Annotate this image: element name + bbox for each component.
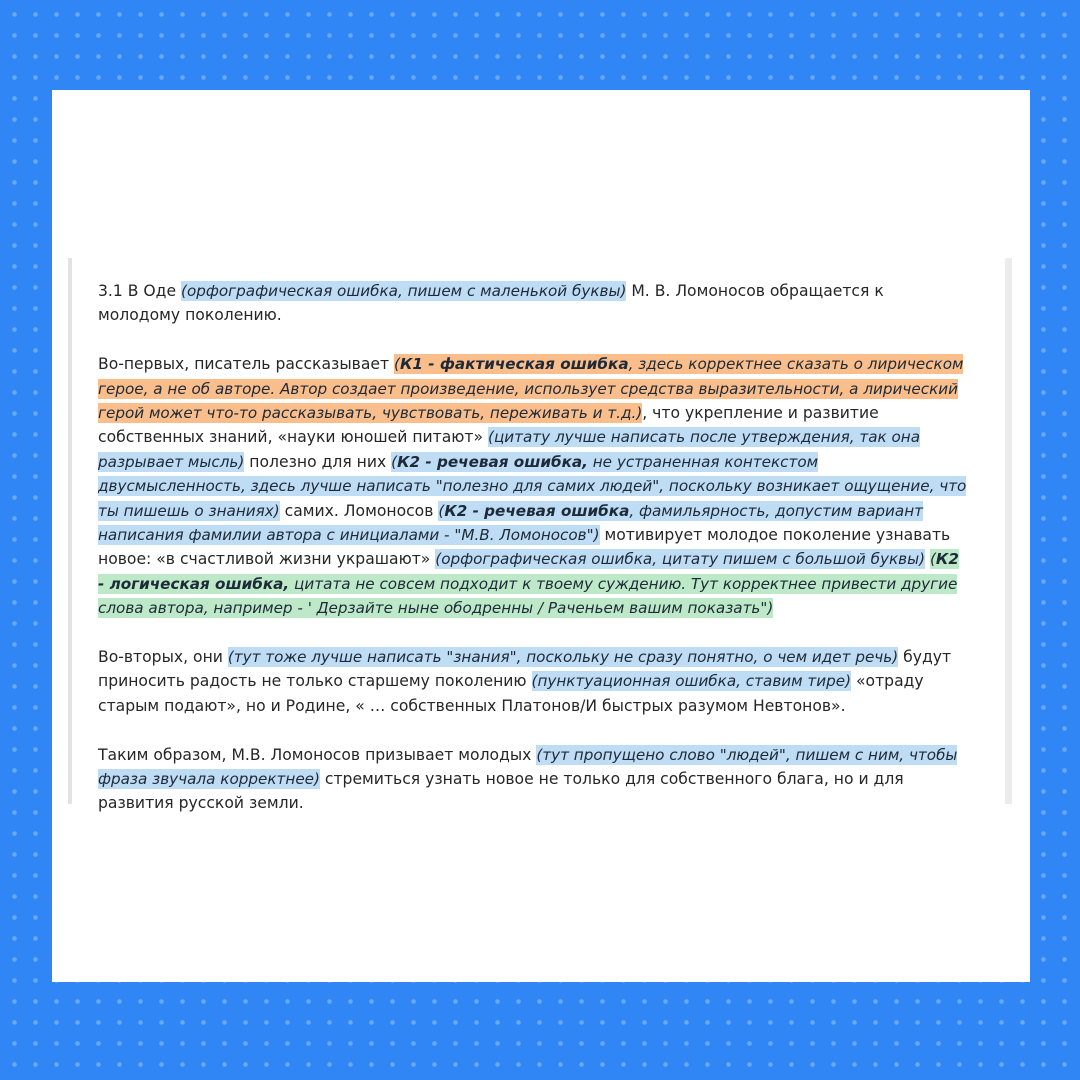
comment-text: , здесь корректнее сказать о лирическом герое, а не об авторе. Автор создает произведение, использует средства выразительности, а лирический герой может что-то рассказывать, чувствовать, переживать и т.д.) [98,355,964,423]
comment-text: не устраненная контекстом двусмысленность, здесь лучше написать "полезно для самих людей", поскольку возникает ощущение, что ты пишешь о знаниях) [98,452,967,520]
essay-text: , что укрепление и развитие собственных знаний, «науки юношей питают» [98,404,879,447]
comment-bracket: ( [929,550,936,569]
essay-text: «отраду старым подают», но и Родине, « … собственных Платонов/И быстрых разумом Невтонов». [98,672,924,715]
comment-missing-word-highlight: (тут пропущено слово "людей", пишем с ним, чтобы фраза звучала корректнее) [98,745,958,789]
essay-text: 3.1 В Оде [98,282,182,300]
essay-text: самих. Ломоносов [279,501,439,520]
paragraph-intro [98,279,968,328]
comment-text: цитата не совсем подходит к твоему суждению. Тут корректнее привести другие слова автора, например - ' Дерзайте ныне ободренны / Раченьем вашим показать") [98,574,958,618]
essay-text: полезно для них [244,452,392,471]
error-code-label: К2 - речевая ошибка [444,501,630,520]
comment-spelling-highlight: (орфографическая ошибка, пишем с маленькой буквы) [181,282,627,300]
paragraph-conclusion [98,743,968,816]
comment-spelling-highlight: (орфографическая ошибка, цитату пишем с большой буквы) [435,550,925,569]
essay-text: стремиться узнать новое не только для собственного блага, но и для развития русской земли. [98,770,904,813]
comment-punctuation-highlight: (пунктуационная ошибка, ставим тире) [531,672,852,691]
comment-quote-placement-highlight: (цитату лучше написать после утверждения, так она разрывает мысль) [98,428,921,471]
error-code-label: К2 - речевая ошибка, [397,452,588,471]
essay-text: Во-вторых, они [98,648,228,667]
error-code-label: К1 - фактическая ошибка [399,355,629,374]
comment-bracket: ( [391,452,398,471]
error-code-label: К2 - логическая ошибка, [98,550,959,593]
essay-document [98,279,968,816]
comment-clarity-highlight: (тут тоже лучше написать "знания", поскольку не сразу понятно, о чем идет речь) [227,648,899,667]
essay-text: М. В. Ломоносов обращается к молодому поколению. [98,282,884,325]
essay-text: Во-первых, писатель рассказывает [98,355,395,374]
comment-bracket: ( [394,355,400,374]
essay-text: мотивирует молодое поколение узнавать новое: «в счастливой жизни украшают» [98,526,951,569]
essay-text: будут приносить радость не только старшему поколению [98,648,952,691]
paragraph-second-argument [98,645,968,718]
paragraph-first-argument [98,352,968,620]
comment-text: , фамильярность, допустим вариант написания фамилии автора с инициалами - "М.В. Ломоносов") [98,501,923,545]
comment-bracket: ( [438,501,445,520]
essay-text: Таким образом, М.В. Ломоносов призывает молодых [98,745,537,764]
